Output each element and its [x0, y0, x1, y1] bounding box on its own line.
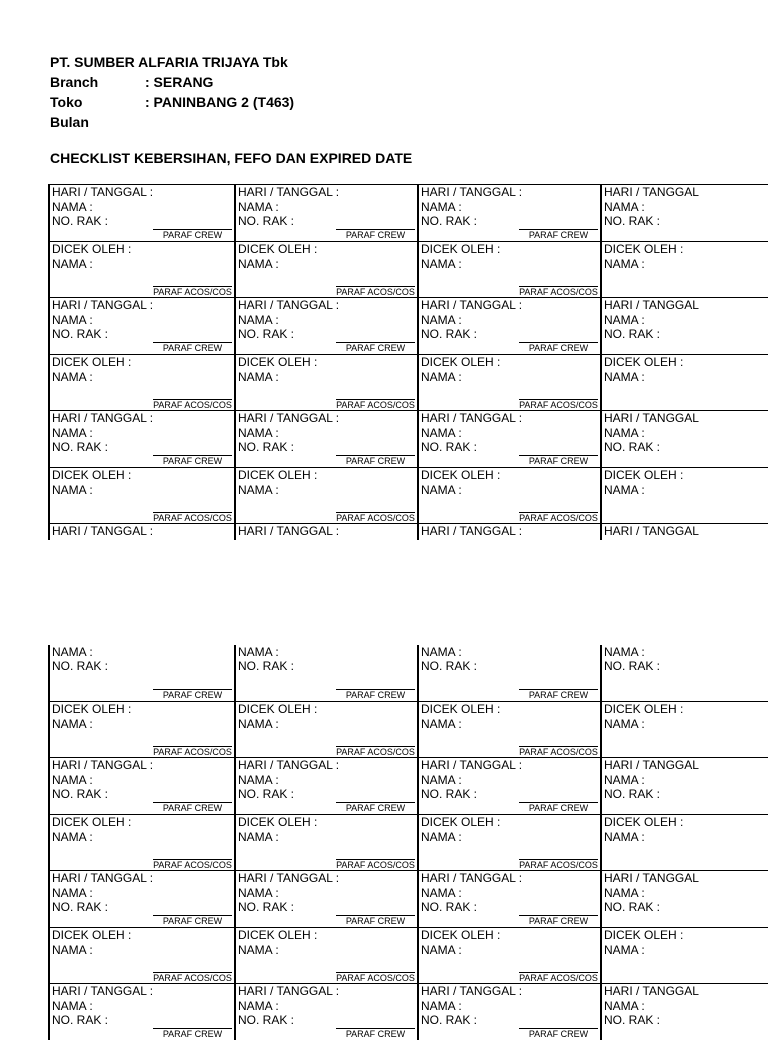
paraf-crew-line: PARAF CREW [336, 229, 415, 240]
paraf-crew-line: PARAF CREW [153, 1028, 232, 1039]
checklist-cell [48, 815, 234, 871]
hari-tanggal-label: HARI / TANGGAL : [238, 758, 340, 772]
nama-label: NAMA : [52, 426, 93, 440]
checklist-cell [234, 524, 417, 540]
checklist-cell [48, 928, 234, 984]
dicek-oleh-label: DICEK OLEH : [421, 467, 501, 482]
hari-tanggal-label: HARI / TANGGAL [604, 185, 699, 199]
checklist-cell [234, 928, 417, 984]
no-rak-label: NO. RAK : [604, 327, 661, 341]
checklist-cell [417, 702, 600, 758]
checklist-cell [48, 758, 234, 814]
paraf-crew-line: PARAF CREW [153, 229, 232, 240]
nama-label: NAMA : [238, 369, 279, 384]
partial-row [48, 645, 768, 701]
nama-label: NAMA : [52, 645, 93, 659]
no-rak-label: NO. RAK : [604, 1013, 661, 1027]
dicek-oleh-label: DICEK OLEH : [604, 814, 684, 829]
hari-tanggal-label: HARI / TANGGAL : [52, 758, 154, 772]
paraf-crew-line: PARAF CREW [153, 915, 232, 926]
hari-tanggal-label: HARI / TANGGAL : [52, 871, 154, 885]
dicek-oleh-label: DICEK OLEH : [238, 701, 318, 716]
checklist-cell [48, 355, 234, 411]
dicek-oleh-label: DICEK OLEH : [604, 467, 684, 482]
hari-tanggal-label: HARI / TANGGAL : [421, 871, 523, 885]
checklist-cell [48, 524, 234, 540]
partial-row [48, 523, 768, 540]
hari-tanggal-label: HARI / TANGGAL [604, 524, 699, 538]
nama-label: NAMA : [52, 369, 93, 384]
paraf-acos-line: PARAF ACOS/COS [153, 859, 232, 870]
nama-label: NAMA : [52, 256, 93, 271]
hari-tanggal-label: HARI / TANGGAL : [421, 185, 523, 199]
paraf-crew-line: PARAF CREW [336, 915, 415, 926]
check-row [48, 467, 768, 524]
checklist-cell [417, 355, 600, 411]
dicek-oleh-label: DICEK OLEH : [52, 354, 132, 369]
paraf-crew-line: PARAF CREW [519, 689, 598, 700]
nama-label: NAMA : [421, 886, 462, 900]
hari-tanggal-label: HARI / TANGGAL : [52, 185, 154, 199]
checklist-cell [417, 468, 600, 524]
hari-tanggal-label: HARI / TANGGAL : [238, 984, 340, 998]
hari-tanggal-label: HARI / TANGGAL [604, 871, 699, 885]
checklist-cell [417, 298, 600, 354]
checklist-cell [234, 815, 417, 871]
nama-label: NAMA : [604, 200, 645, 214]
checklist-cell [600, 185, 768, 241]
nama-label: NAMA : [52, 482, 93, 497]
nama-label: NAMA : [604, 256, 645, 271]
crew-row [48, 184, 768, 241]
nama-label: NAMA : [421, 313, 462, 327]
page-title: CHECKLIST KEBERSIHAN, FEFO DAN EXPIRED DATE [50, 150, 413, 166]
paraf-crew-line: PARAF CREW [336, 802, 415, 813]
hari-tanggal-label: HARI / TANGGAL : [238, 524, 340, 538]
paraf-acos-line: PARAF ACOS/COS [336, 286, 415, 297]
no-rak-label: NO. RAK : [52, 440, 109, 454]
hari-tanggal-label: HARI / TANGGAL [604, 298, 699, 312]
paraf-crew-line: PARAF CREW [519, 802, 598, 813]
nama-label: NAMA : [421, 482, 462, 497]
no-rak-label: NO. RAK : [604, 440, 661, 454]
no-rak-label: NO. RAK : [238, 214, 295, 228]
no-rak-label: NO. RAK : [421, 1013, 478, 1027]
checklist-cell [48, 468, 234, 524]
no-rak-label: NO. RAK : [604, 659, 661, 673]
dicek-oleh-label: DICEK OLEH : [421, 927, 501, 942]
checklist-cell [600, 702, 768, 758]
paraf-acos-line: PARAF ACOS/COS [336, 972, 415, 983]
nama-label: NAMA : [604, 482, 645, 497]
checklist-cell [417, 524, 600, 540]
nama-label: NAMA : [604, 645, 645, 659]
hari-tanggal-label: HARI / TANGGAL : [52, 298, 154, 312]
checklist-cell [600, 928, 768, 984]
checklist-cell [48, 702, 234, 758]
nama-label: NAMA : [52, 716, 93, 731]
checklist-cell [234, 411, 417, 467]
nama-label: NAMA : [421, 829, 462, 844]
no-rak-label: NO. RAK : [52, 787, 109, 801]
nama-label: NAMA : [421, 369, 462, 384]
no-rak-label: NO. RAK : [238, 1013, 295, 1027]
nama-label: NAMA : [238, 829, 279, 844]
nama-label: NAMA : [52, 829, 93, 844]
checklist-cell [48, 298, 234, 354]
check-row [48, 241, 768, 298]
dicek-oleh-label: DICEK OLEH : [604, 701, 684, 716]
no-rak-label: NO. RAK : [421, 327, 478, 341]
no-rak-label: NO. RAK : [421, 787, 478, 801]
dicek-oleh-label: DICEK OLEH : [52, 467, 132, 482]
hari-tanggal-label: HARI / TANGGAL [604, 984, 699, 998]
no-rak-label: NO. RAK : [604, 787, 661, 801]
crew-row [48, 757, 768, 814]
no-rak-label: NO. RAK : [421, 440, 478, 454]
checklist-cell [600, 298, 768, 354]
crew-row [48, 870, 768, 927]
hari-tanggal-label: HARI / TANGGAL : [52, 524, 154, 538]
nama-label: NAMA : [52, 773, 93, 787]
dicek-oleh-label: DICEK OLEH : [52, 701, 132, 716]
checklist-cell [600, 411, 768, 467]
paraf-crew-line: PARAF CREW [153, 802, 232, 813]
hari-tanggal-label: HARI / TANGGAL : [52, 984, 154, 998]
checklist-cell [600, 815, 768, 871]
crew-row [48, 297, 768, 354]
checklist-cell [417, 984, 600, 1040]
nama-label: NAMA : [238, 999, 279, 1013]
checklist-cell [417, 411, 600, 467]
paraf-crew-line: PARAF CREW [519, 915, 598, 926]
bulan-line [50, 112, 145, 132]
hari-tanggal-label: HARI / TANGGAL : [421, 758, 523, 772]
paraf-acos-line: PARAF ACOS/COS [153, 746, 232, 757]
hari-tanggal-label: HARI / TANGGAL : [238, 298, 340, 312]
no-rak-label: NO. RAK : [52, 900, 109, 914]
hari-tanggal-label: HARI / TANGGAL : [421, 411, 523, 425]
checklist-cell [600, 984, 768, 1040]
checklist-cell [417, 758, 600, 814]
paraf-crew-line: PARAF CREW [336, 455, 415, 466]
nama-label: NAMA : [604, 829, 645, 844]
checklist-cell [234, 185, 417, 241]
nama-label: NAMA : [604, 716, 645, 731]
dicek-oleh-label: DICEK OLEH : [604, 927, 684, 942]
checklist-cell [600, 355, 768, 411]
nama-label: NAMA : [52, 313, 93, 327]
check-row [48, 701, 768, 758]
nama-label: NAMA : [421, 645, 462, 659]
checklist-cell [417, 928, 600, 984]
nama-label: NAMA : [421, 942, 462, 957]
paraf-crew-line: PARAF CREW [153, 455, 232, 466]
paraf-acos-line: PARAF ACOS/COS [336, 859, 415, 870]
nama-label: NAMA : [238, 482, 279, 497]
paraf-crew-line: PARAF CREW [153, 342, 232, 353]
dicek-oleh-label: DICEK OLEH : [52, 927, 132, 942]
paraf-acos-line: PARAF ACOS/COS [519, 399, 598, 410]
checklist-cell [234, 298, 417, 354]
check-row [48, 814, 768, 871]
checklist-cell [417, 871, 600, 927]
checklist-grid-bottom [48, 645, 768, 1040]
checklist-cell [417, 645, 600, 701]
paraf-crew-line: PARAF CREW [336, 689, 415, 700]
nama-label: NAMA : [604, 773, 645, 787]
no-rak-label: NO. RAK : [238, 787, 295, 801]
nama-label: NAMA : [421, 200, 462, 214]
no-rak-label: NO. RAK : [238, 327, 295, 341]
checklist-cell [600, 468, 768, 524]
checklist-cell [48, 984, 234, 1040]
paraf-acos-line: PARAF ACOS/COS [153, 399, 232, 410]
dicek-oleh-label: DICEK OLEH : [421, 814, 501, 829]
checklist-cell [234, 468, 417, 524]
checklist-cell [417, 815, 600, 871]
no-rak-label: NO. RAK : [421, 659, 478, 673]
checklist-cell [234, 871, 417, 927]
nama-label: NAMA : [238, 256, 279, 271]
checklist-cell [417, 185, 600, 241]
paraf-acos-line: PARAF ACOS/COS [519, 972, 598, 983]
nama-label: NAMA : [238, 716, 279, 731]
hari-tanggal-label: HARI / TANGGAL : [238, 411, 340, 425]
checklist-cell [48, 871, 234, 927]
paraf-acos-line: PARAF ACOS/COS [153, 512, 232, 523]
paraf-acos-line: PARAF ACOS/COS [519, 286, 598, 297]
hari-tanggal-label: HARI / TANGGAL : [52, 411, 154, 425]
hari-tanggal-label: HARI / TANGGAL : [238, 871, 340, 885]
checklist-cell [600, 758, 768, 814]
nama-label: NAMA : [238, 645, 279, 659]
no-rak-label: NO. RAK : [52, 1013, 109, 1027]
no-rak-label: NO. RAK : [238, 900, 295, 914]
nama-label: NAMA : [604, 313, 645, 327]
dicek-oleh-label: DICEK OLEH : [421, 241, 501, 256]
dicek-oleh-label: DICEK OLEH : [238, 814, 318, 829]
nama-label: NAMA : [604, 426, 645, 440]
branch-value: : SERANG [145, 74, 214, 90]
no-rak-label: NO. RAK : [604, 214, 661, 228]
checklist-cell [234, 758, 417, 814]
paraf-crew-line: PARAF CREW [519, 1028, 598, 1039]
nama-label: NAMA : [52, 999, 93, 1013]
paraf-acos-line: PARAF ACOS/COS [153, 972, 232, 983]
hari-tanggal-label: HARI / TANGGAL : [421, 984, 523, 998]
checklist-cell [234, 242, 417, 298]
nama-label: NAMA : [238, 200, 279, 214]
no-rak-label: NO. RAK : [421, 214, 478, 228]
nama-label: NAMA : [238, 313, 279, 327]
no-rak-label: NO. RAK : [421, 900, 478, 914]
dicek-oleh-label: DICEK OLEH : [604, 241, 684, 256]
paraf-acos-line: PARAF ACOS/COS [336, 399, 415, 410]
no-rak-label: NO. RAK : [238, 440, 295, 454]
checklist-cell [600, 871, 768, 927]
nama-label: NAMA : [421, 999, 462, 1013]
paraf-acos-line: PARAF ACOS/COS [519, 746, 598, 757]
paraf-crew-line: PARAF CREW [519, 455, 598, 466]
hari-tanggal-label: HARI / TANGGAL [604, 411, 699, 425]
paraf-crew-line: PARAF CREW [336, 1028, 415, 1039]
checklist-cell [48, 411, 234, 467]
paraf-acos-line: PARAF ACOS/COS [519, 512, 598, 523]
checklist-cell [234, 984, 417, 1040]
dicek-oleh-label: DICEK OLEH : [238, 241, 318, 256]
nama-label: NAMA : [604, 942, 645, 957]
hari-tanggal-label: HARI / TANGGAL [604, 758, 699, 772]
hari-tanggal-label: HARI / TANGGAL : [238, 185, 340, 199]
nama-label: NAMA : [238, 942, 279, 957]
paraf-acos-line: PARAF ACOS/COS [153, 286, 232, 297]
toko-value: : PANINBANG 2 (T463) [145, 94, 295, 110]
nama-label: NAMA : [238, 773, 279, 787]
checklist-grid-top [48, 184, 768, 540]
checklist-cell [600, 524, 768, 540]
dicek-oleh-label: DICEK OLEH : [52, 241, 132, 256]
dicek-oleh-label: DICEK OLEH : [421, 701, 501, 716]
paraf-crew-line: PARAF CREW [519, 229, 598, 240]
nama-label: NAMA : [604, 886, 645, 900]
nama-label: NAMA : [421, 716, 462, 731]
check-row [48, 354, 768, 411]
no-rak-label: NO. RAK : [52, 214, 109, 228]
checklist-cell [417, 242, 600, 298]
checklist-cell [234, 645, 417, 701]
dicek-oleh-label: DICEK OLEH : [238, 927, 318, 942]
nama-label: NAMA : [421, 773, 462, 787]
checklist-cell [234, 355, 417, 411]
hari-tanggal-label: HARI / TANGGAL : [421, 298, 523, 312]
nama-label: NAMA : [52, 200, 93, 214]
dicek-oleh-label: DICEK OLEH : [238, 467, 318, 482]
dicek-oleh-label: DICEK OLEH : [52, 814, 132, 829]
dicek-oleh-label: DICEK OLEH : [604, 354, 684, 369]
nama-label: NAMA : [238, 426, 279, 440]
paraf-crew-line: PARAF CREW [336, 342, 415, 353]
branch-line [50, 72, 213, 92]
checklist-cell [48, 645, 234, 701]
branch-label: Branch [50, 74, 99, 90]
no-rak-label: NO. RAK : [238, 659, 295, 673]
no-rak-label: NO. RAK : [52, 659, 109, 673]
nama-label: NAMA : [421, 426, 462, 440]
paraf-acos-line: PARAF ACOS/COS [519, 859, 598, 870]
paraf-acos-line: PARAF ACOS/COS [336, 746, 415, 757]
checklist-cell [600, 242, 768, 298]
toko-line [50, 92, 294, 112]
toko-label: Toko [50, 94, 83, 110]
checklist-cell [48, 185, 234, 241]
paraf-crew-line: PARAF CREW [153, 689, 232, 700]
checklist-cell [600, 645, 768, 701]
checklist-cell [234, 702, 417, 758]
dicek-oleh-label: DICEK OLEH : [421, 354, 501, 369]
company-name: PT. SUMBER ALFARIA TRIJAYA Tbk [50, 54, 288, 70]
nama-label: NAMA : [421, 256, 462, 271]
nama-label: NAMA : [52, 886, 93, 900]
nama-label: NAMA : [604, 999, 645, 1013]
paraf-crew-line: PARAF CREW [519, 342, 598, 353]
crew-row [48, 983, 768, 1040]
nama-label: NAMA : [238, 886, 279, 900]
hari-tanggal-label: HARI / TANGGAL : [421, 524, 523, 538]
nama-label: NAMA : [604, 369, 645, 384]
no-rak-label: NO. RAK : [52, 327, 109, 341]
checklist-cell [48, 242, 234, 298]
crew-row [48, 410, 768, 467]
paraf-acos-line: PARAF ACOS/COS [336, 512, 415, 523]
no-rak-label: NO. RAK : [604, 900, 661, 914]
dicek-oleh-label: DICEK OLEH : [238, 354, 318, 369]
nama-label: NAMA : [52, 942, 93, 957]
bulan-label: Bulan [50, 114, 89, 130]
check-row [48, 927, 768, 984]
